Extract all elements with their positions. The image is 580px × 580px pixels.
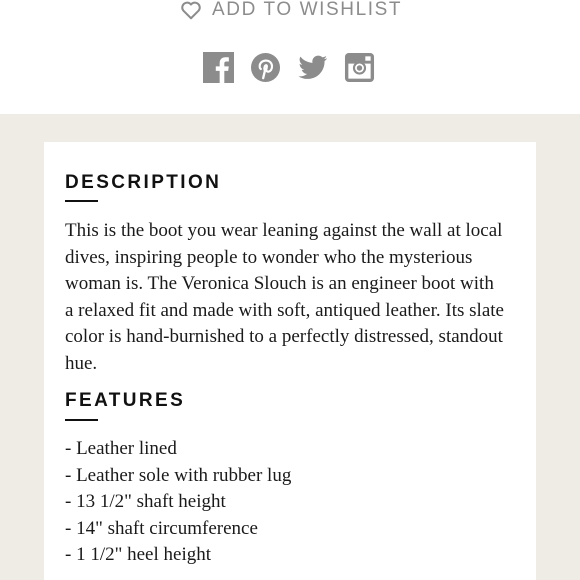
feature-item: - Leather lined <box>65 438 177 459</box>
product-details-card <box>44 142 536 580</box>
feature-item: - 13 1/2" shaft height <box>65 491 226 512</box>
heart-outline-icon <box>180 0 202 21</box>
description-heading-rule <box>65 200 98 202</box>
features-heading: FEATURES <box>65 390 186 411</box>
twitter-icon[interactable] <box>297 52 328 83</box>
add-to-wishlist-label: ADD TO WISHLIST <box>212 0 403 20</box>
facebook-icon[interactable] <box>203 52 234 83</box>
feature-item: - 1 1/2" heel height <box>65 544 211 565</box>
product-actions-area <box>0 0 580 114</box>
pinterest-icon[interactable] <box>250 52 281 83</box>
instagram-icon[interactable] <box>344 52 375 83</box>
add-to-wishlist-button[interactable] <box>180 0 402 24</box>
description-body: This is the boot you wear leaning against the wall at local dives, inspiring people to wonder who the mysterious woman is. The Veronica Slouch is an engineer boot with a relaxed fit and made with soft, antiqued leather. Its slate color is hand-burnished to a perfectly distressed, standout hue. <box>65 220 504 374</box>
feature-item: - Leather sole with rubber lug <box>65 464 292 486</box>
features-heading-rule <box>65 419 98 421</box>
description-heading: DESCRIPTION <box>65 172 222 193</box>
feature-item: - 14" shaft circumference <box>65 517 258 539</box>
features-list <box>65 436 291 569</box>
social-share-bar <box>203 52 375 83</box>
